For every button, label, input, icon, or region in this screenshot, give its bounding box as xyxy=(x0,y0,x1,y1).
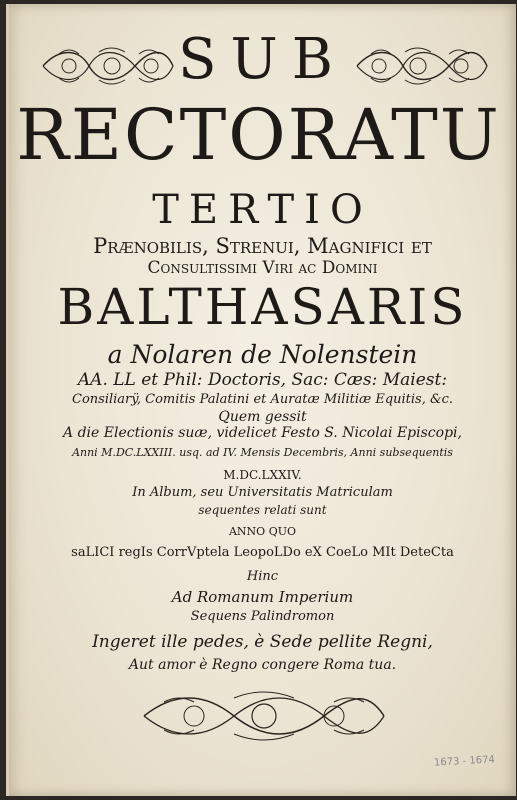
text-ingeret: Ingeret ille pedes, è Sede pellite Regni, xyxy=(92,632,433,652)
title-sub: SUB xyxy=(178,27,347,92)
text-hinc: Hinc xyxy=(246,569,279,584)
text-consultissimi: Consultissimi Viri ac Domini xyxy=(147,258,378,278)
text-aut-amor: Aut amor è Regno congere Roma tua. xyxy=(128,657,397,673)
bottom-flourish-ornament xyxy=(134,686,394,746)
text-chronogram: saLICI regIs CorrVptela LeopoLDo eX CoeLo MIt DeteCta xyxy=(71,545,454,560)
title-rectoratu: RECTORATU xyxy=(16,94,501,176)
name-balthasaris: BALTHASARIS xyxy=(57,278,468,336)
text-sequentes-relati: sequentes relati sunt xyxy=(198,503,327,517)
pencil-note: 1673 - 1674 xyxy=(433,754,496,769)
text-anno-quo: ANNO QUO xyxy=(228,525,296,538)
text-mdclxxiv: M.DC.LXXIV. xyxy=(223,468,302,482)
text-a-die-electionis: A die Electionis suæ, videlicet Festo S. Nicolai Episcopi, xyxy=(63,425,462,441)
text-sequens-palindromon: Sequens Palindromon xyxy=(190,609,335,624)
text-nolaren: a Nolaren de Nolenstein xyxy=(107,340,418,369)
text-consiliarii: Consiliarÿ, Comitis Palatini et Auratæ Militiæ Equitis, &c. xyxy=(72,392,453,407)
manuscript-page xyxy=(6,4,516,796)
text-anni-mdclxxiii: Anni M.DC.LXXIII. usq. ad IV. Mensis Decembris, Anni subsequentis xyxy=(72,446,453,459)
text-quem-gessit: Quem gessit xyxy=(218,409,307,425)
text-ad-romanum: Ad Romanum Imperium xyxy=(171,588,354,606)
text-doctoris: AA. LL et Phil: Doctoris, Sac: Cæs: Maiest: xyxy=(77,370,448,390)
title-tertio: TERTIO xyxy=(152,187,373,233)
text-praenobilis: Prænobilis, Strenui, Magnifici et xyxy=(93,234,432,258)
text-in-album: In Album, seu Universitatis Matriculam xyxy=(132,485,393,500)
